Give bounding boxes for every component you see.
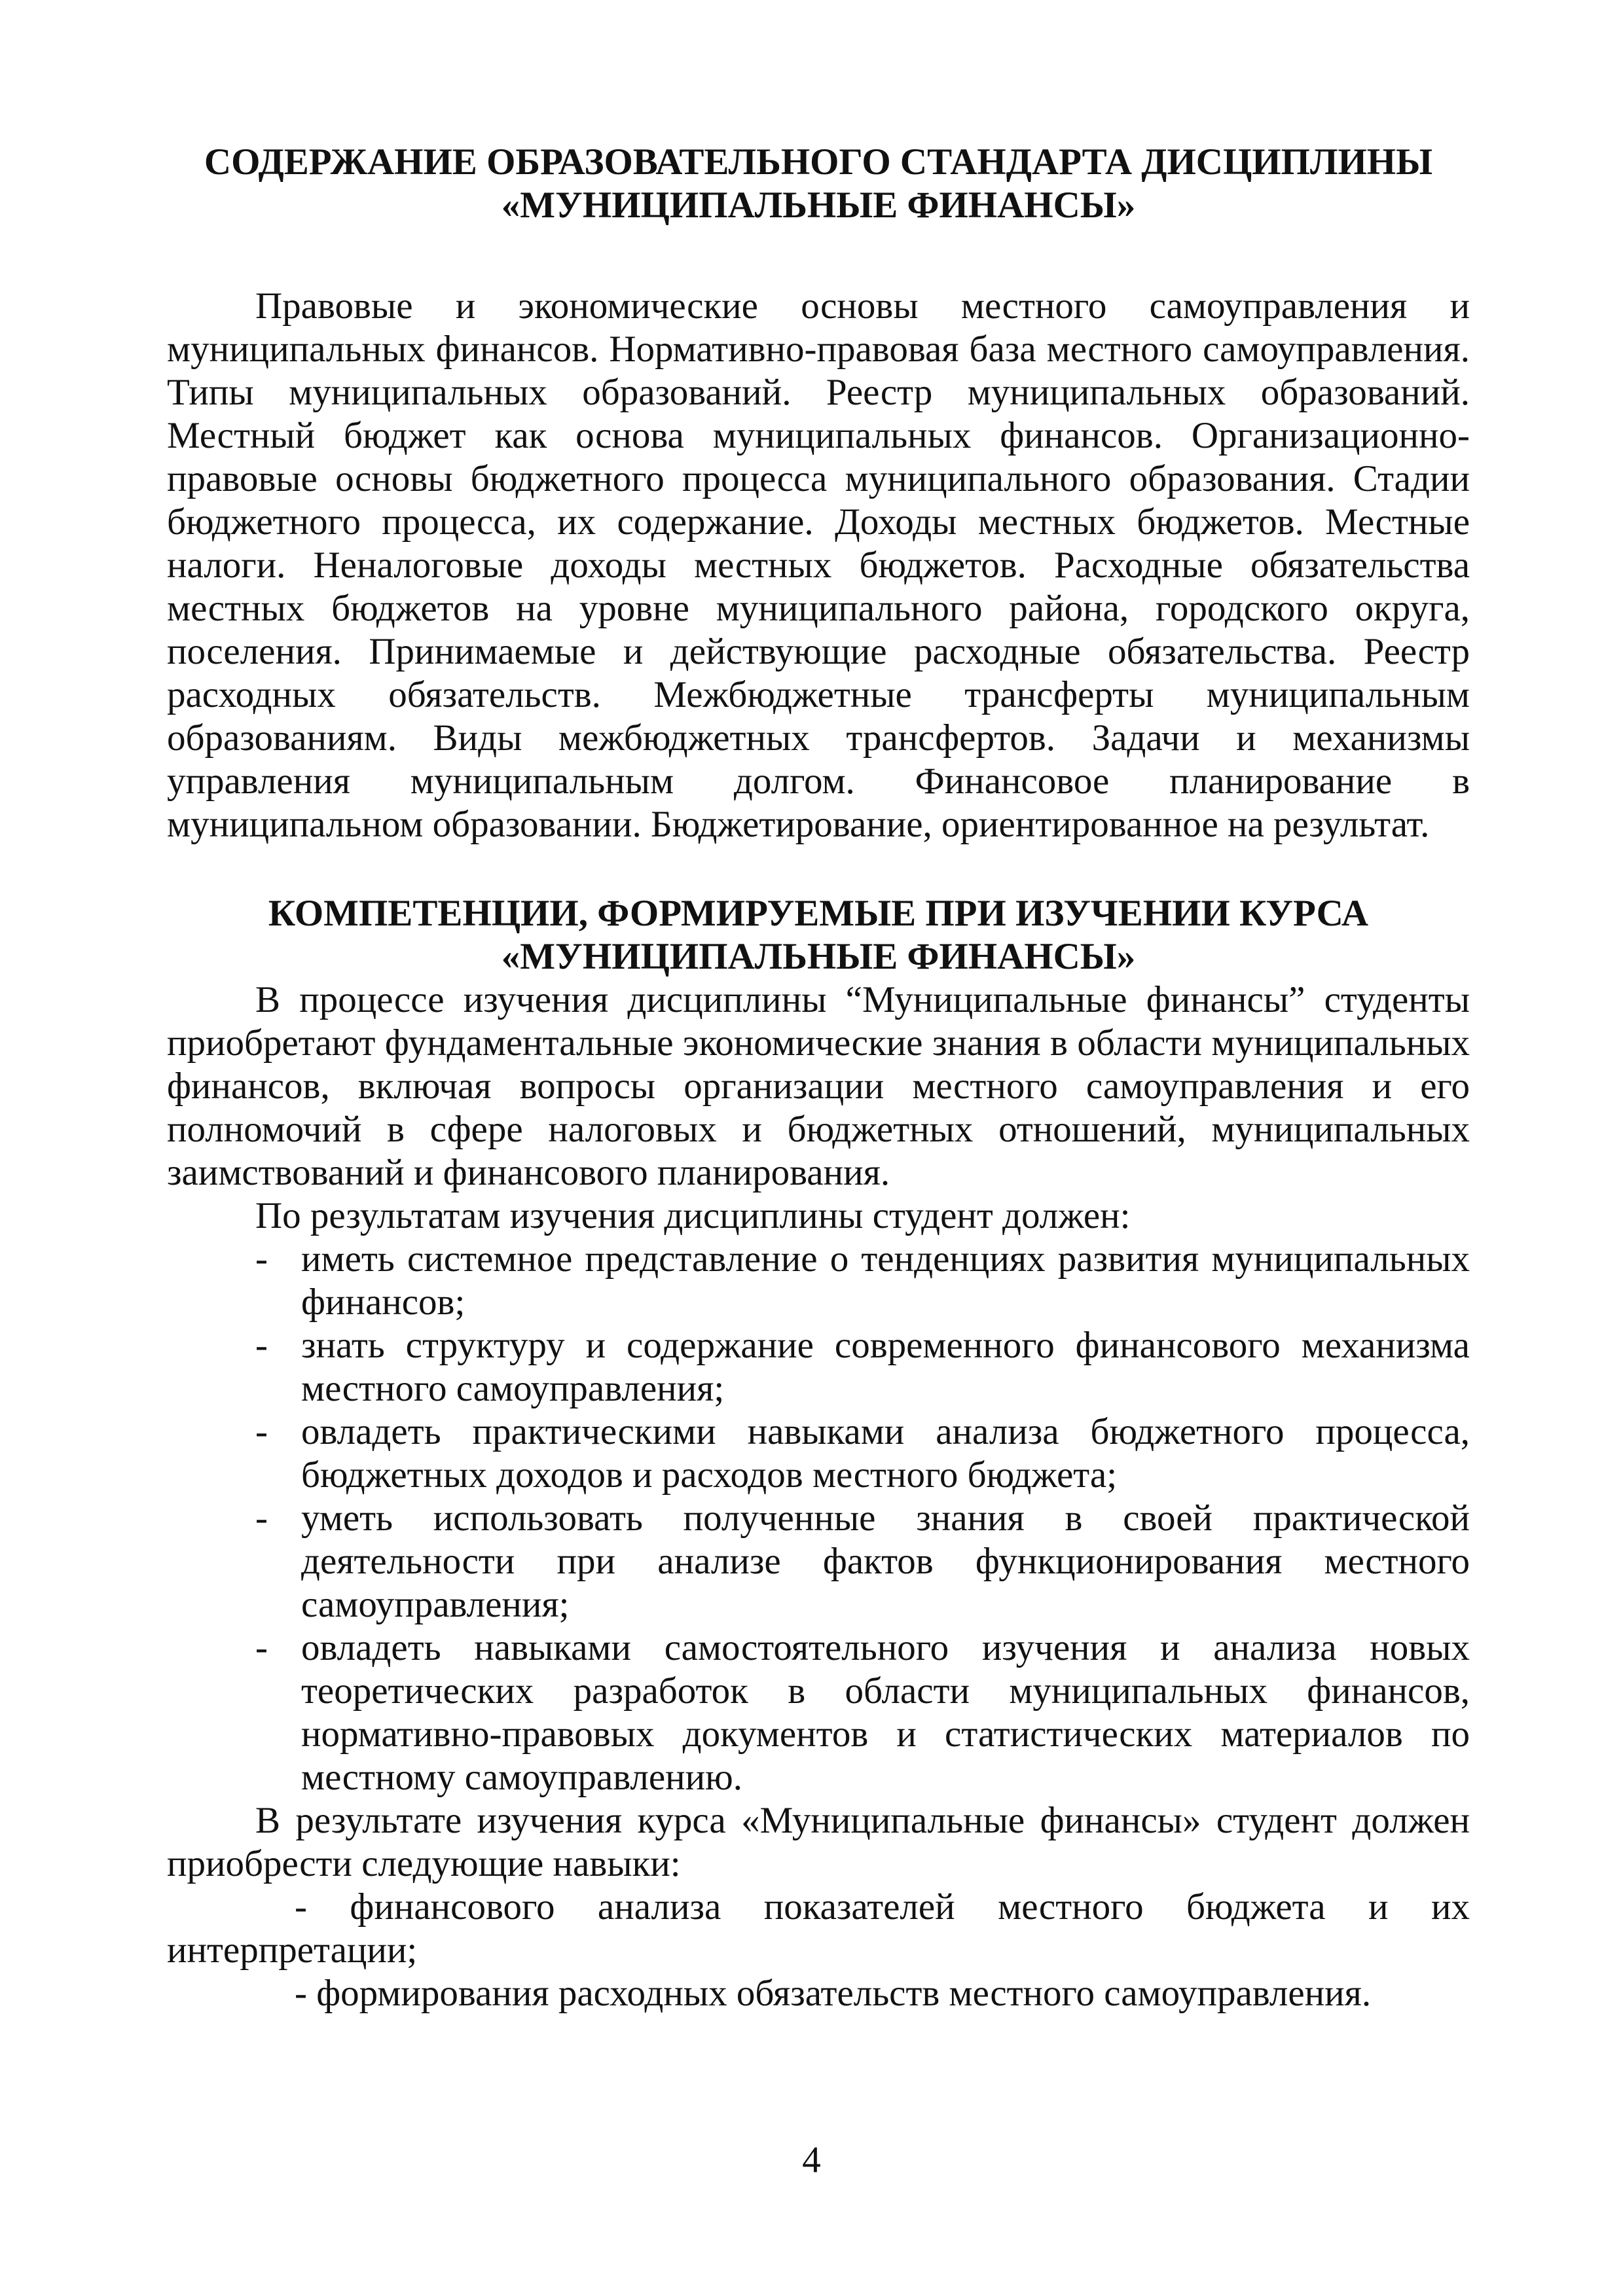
results-lead: По результатам изучения дисциплины студент должен: xyxy=(255,1195,1131,1236)
list-item-text: овладеть навыками самостоятельного изучения и анализа новых теоретических разработок в области муниципальных финансов, нормативно-правовых документов и статистических материалов по местному самоуправлению. xyxy=(301,1627,1470,1798)
heading-line: СОДЕРЖАНИЕ ОБРАЗОВАТЕЛЬНОГО СТАНДАРТА ДИСЦИПЛИНЫ xyxy=(204,141,1433,183)
section-heading-competencies xyxy=(167,892,1470,978)
spacer xyxy=(167,227,1470,285)
heading-line: «МУНИЦИПАЛЬНЫЕ ФИНАНСЫ» xyxy=(501,936,1136,977)
bullet-marker: - xyxy=(255,1498,268,1539)
competencies-intro-paragraph: В процессе изучения дисциплины “Муниципальные финансы” студенты приобретают фундаментальные экономические знания в области муниципальных финансов, включая вопросы организации местного самоуправления и его полномочий в сфере налоговых и бюджетных отношений, муниципальных заимствований и финансового планирования. xyxy=(167,979,1470,1193)
list-item-text: иметь системное представление о тенденциях развития муниципальных финансов; xyxy=(301,1238,1470,1323)
bullet-marker: - xyxy=(255,1325,268,1366)
page-number: 4 xyxy=(802,2140,821,2181)
list-item xyxy=(167,1497,1470,1626)
results-list xyxy=(167,1238,1470,1799)
bullet-marker: - xyxy=(255,1238,268,1280)
skill-item: - финансового анализа показателей местного бюджета и их интерпретации; xyxy=(167,1886,1470,1971)
bullet-marker: - xyxy=(255,1411,268,1452)
list-item-text: знать структуру и содержание современного финансового механизма местного самоуправления; xyxy=(301,1325,1470,1409)
list-item xyxy=(167,1626,1470,1799)
bullet-marker: - xyxy=(255,1627,268,1668)
standard-content-paragraph: Правовые и экономические основы местного самоуправления и муниципальных финансов. Нормативно-правовая база местного самоуправления. Типы муниципальных образований. Реестр муниципальных образований. Местный бюджет как основа муниципальных финансов. Организационно-правовые основы бюджетного процесса муниципального образования. Стадии бюджетного процесса, их содержание. Доходы местных бюджетов. Местные налоги. Неналоговые доходы местных бюджетов. Расходные обязательства местных бюджетов на уровне муниципального района, городского округа, поселения. Принимаемые и действующие расходные обязательства. Реестр расходных обязательств. Межбюджетные трансферты муниципальным образованиям. Виды межбюджетных трансфертов. Задачи и механизмы управления муниципальным долгом. Финансовое планирование в муниципальном образовании. Бюджетирование, ориентированное на результат. xyxy=(167,285,1470,845)
heading-line: «МУНИЦИПАЛЬНЫЕ ФИНАНСЫ» xyxy=(501,185,1136,226)
document-page xyxy=(167,141,1470,2015)
spacer xyxy=(167,846,1470,892)
list-item-text: овладеть практическими навыками анализа бюджетного процесса, бюджетных доходов и расходов местного бюджета; xyxy=(301,1411,1470,1496)
skill-item: - формирования расходных обязательств местного самоуправления. xyxy=(295,1973,1372,2014)
list-item xyxy=(167,1238,1470,1324)
skills-lead: В результате изучения курса «Муниципальные финансы» студент должен приобрести следующие навыки: xyxy=(167,1800,1470,1884)
section-heading-standard xyxy=(167,141,1470,227)
heading-line: КОМПЕТЕНЦИИ, ФОРМИРУЕМЫЕ ПРИ ИЗУЧЕНИИ КУРСА xyxy=(268,893,1369,934)
list-item xyxy=(167,1410,1470,1497)
list-item xyxy=(167,1324,1470,1410)
list-item-text: уметь использовать полученные знания в своей практической деятельности при анализе фактов функционирования местного самоуправления; xyxy=(301,1498,1470,1625)
